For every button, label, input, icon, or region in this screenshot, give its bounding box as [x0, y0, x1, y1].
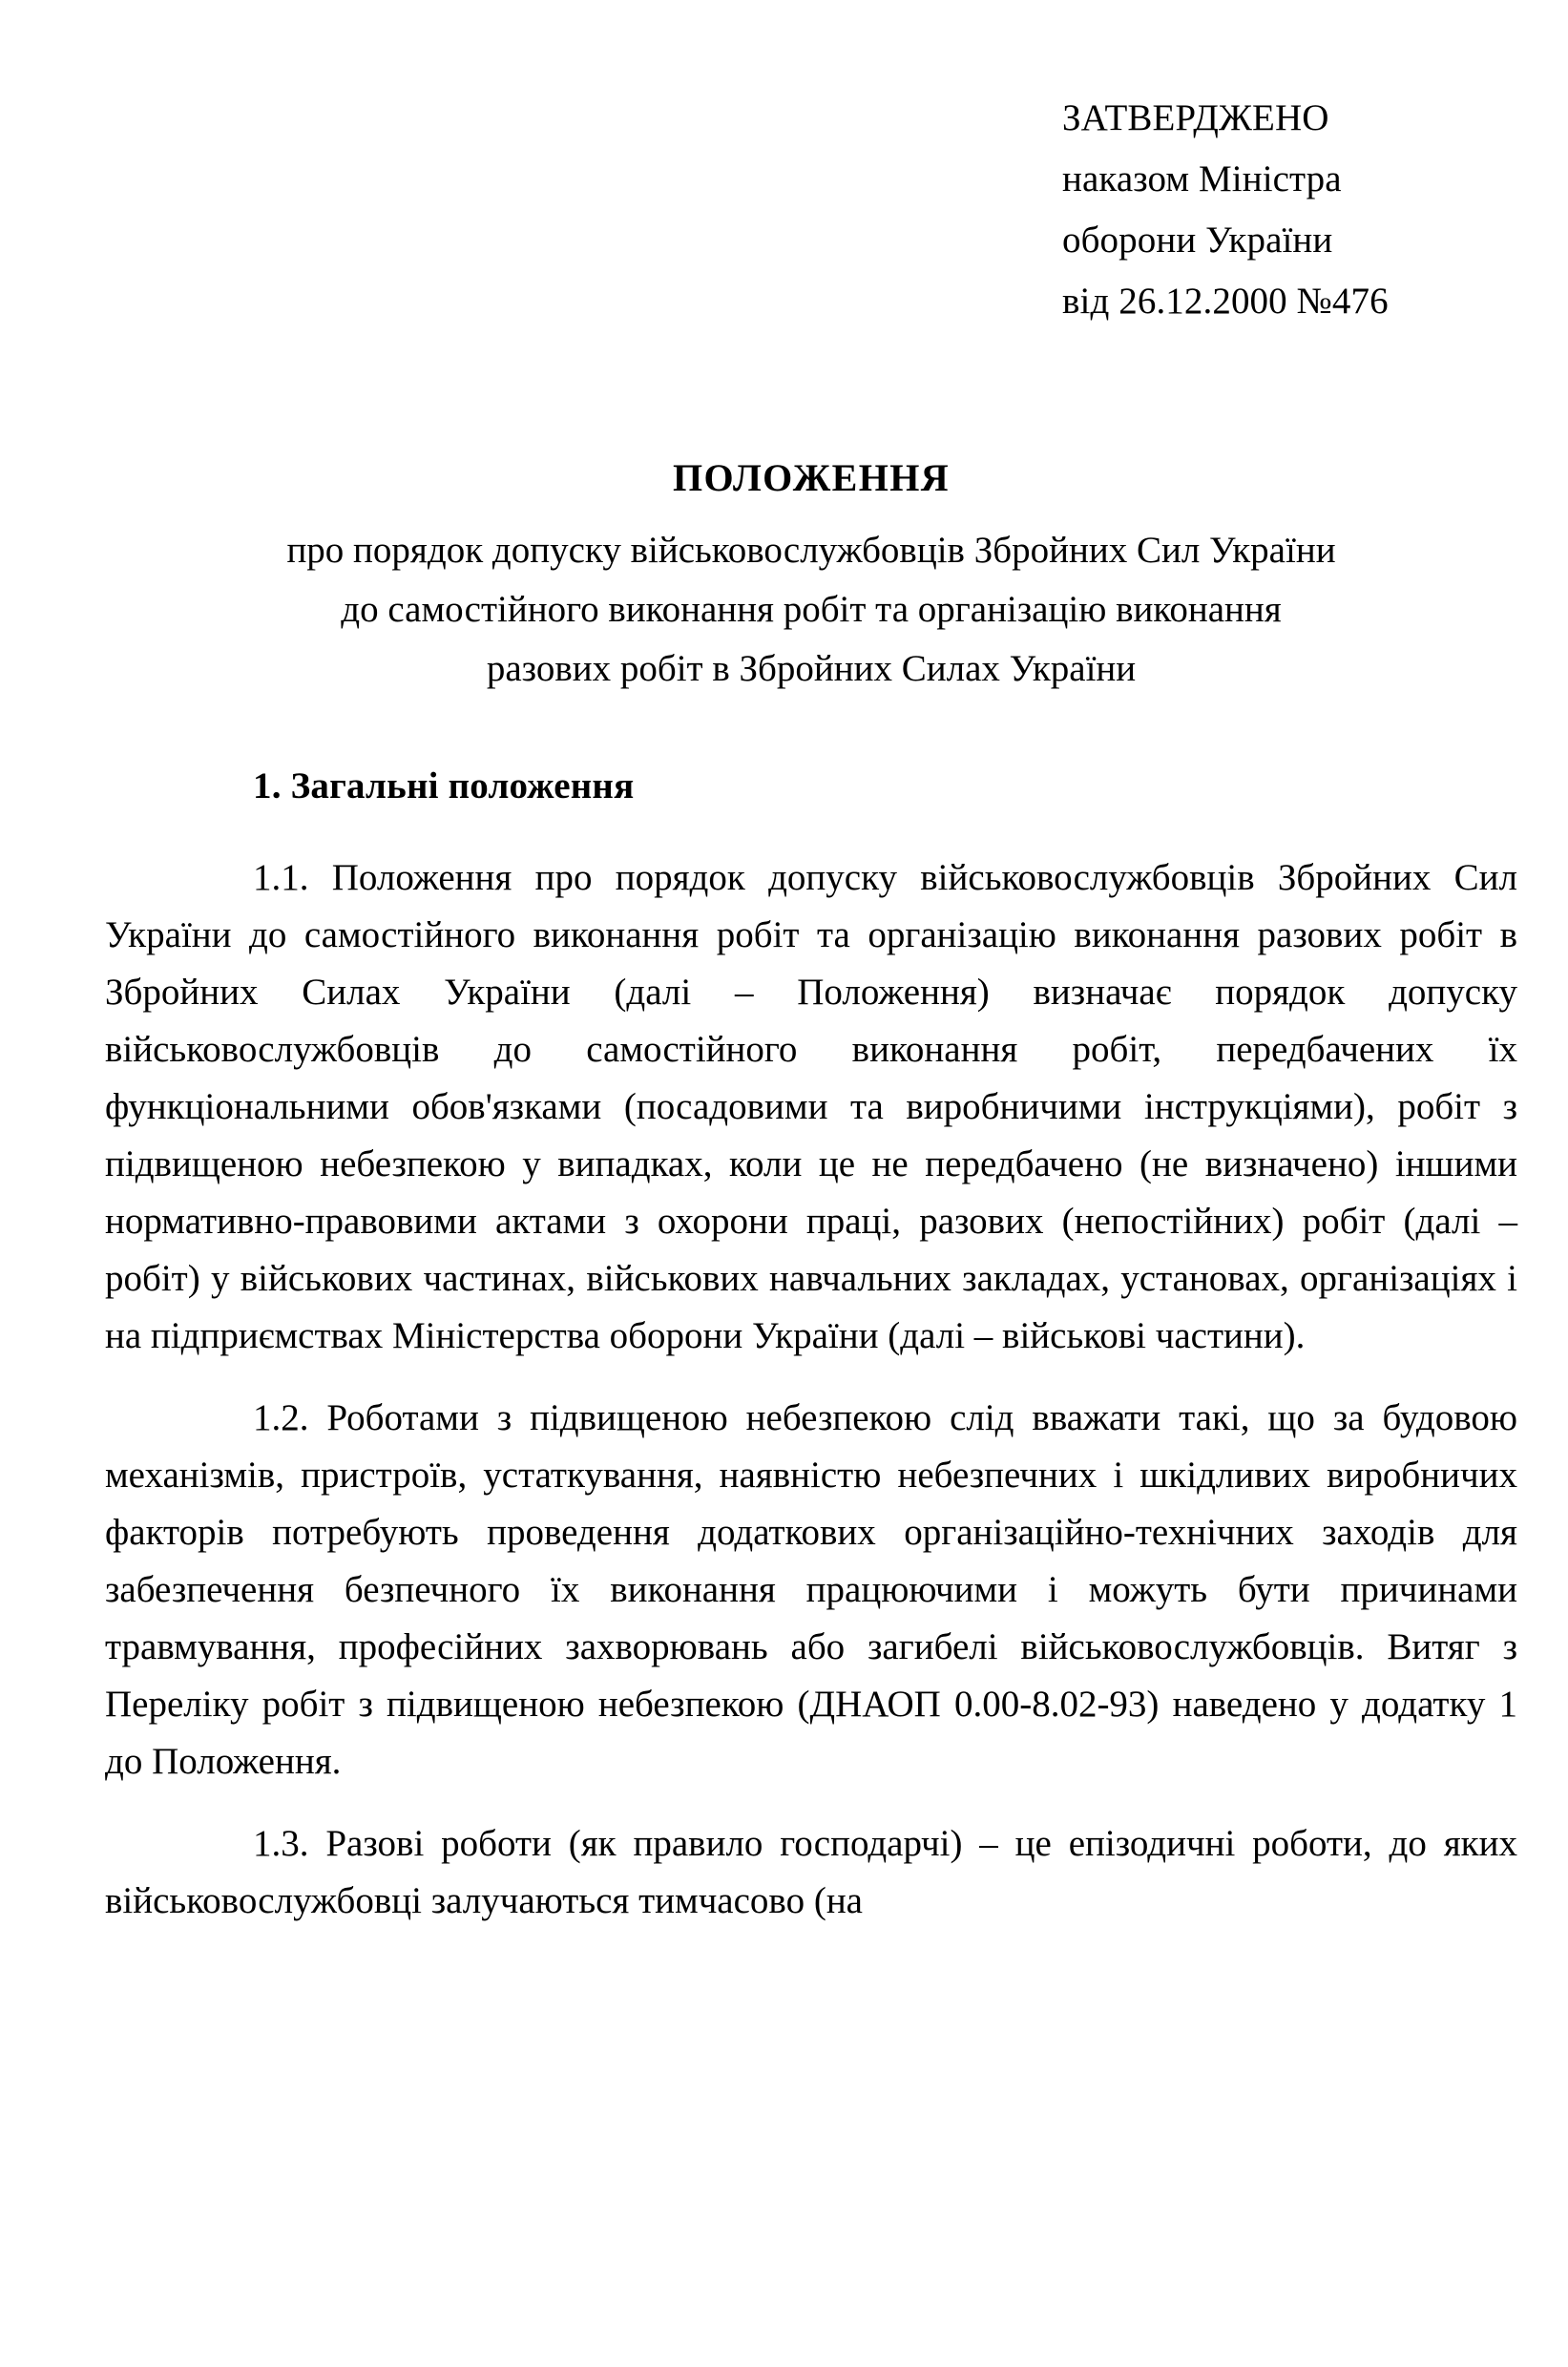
document-body: [105, 849, 1517, 1930]
paragraph-1-1: 1.1. Положення про порядок допуску військовослужбовців Збройних Сил України до самостійного виконання робіт та організацію виконання разових робіт в Збройних Силах України (далі – Положення) визначає порядок допуску військовослужбовців до самостійного виконання робіт, передбачених їх функціональними обов'язками (посадовими та виробничими інструкціями), робіт з підвищеною небезпекою у випадках, коли це не передбачено (не визначено) іншими нормативно-правовими актами з охорони праці, разових (непостійних) робіт (далі – робіт) у військових частинах, військових навчальних закладах, установах, організаціях і на підприємствах Міністерства оборони України (далі – військові частини).: [105, 857, 1517, 1356]
approval-block: [1062, 88, 1558, 332]
section-heading-1: 1. Загальні положення: [253, 765, 635, 806]
document-title-block: [105, 449, 1517, 699]
document-subtitle-line-2: до самостійного виконання робіт та організацію виконання: [341, 589, 1282, 630]
page-title: ПОЛОЖЕННЯ: [672, 456, 951, 499]
approval-issuer-line-2: оборони України: [1062, 220, 1333, 261]
document-subtitle-line-1: про порядок допуску військовослужбовців Збройних Сил України: [286, 530, 1336, 571]
paragraph-1-2: 1.2. Роботами з підвищеною небезпекою слід вважати такі, що за будовою механізмів, пристроїв, устаткування, наявністю небезпечних і шкідливих виробничих факторів потребують проведення додаткових організаційно-технічних заходів для забезпечення безпечного їх виконання працюючими і можуть бути причинами травмування, професійних захворювань або загибелі військовослужбовців. Витяг з Переліку робіт з підвищеною небезпекою (ДНАОП 0.00-8.02-93) наведено у додатку 1 до Положення.: [105, 1397, 1517, 1782]
document-subtitle: [105, 521, 1517, 699]
approval-order-reference: від 26.12.2000 №476: [1062, 281, 1389, 322]
approval-approved-label: ЗАТВЕРДЖЕНО: [1062, 97, 1329, 138]
paragraph-1-3: 1.3. Разові роботи (як правило господарчі) – це епізодичні роботи, до яких військовослужбовці залучаються тимчасово (на: [105, 1823, 1517, 1921]
approval-issuer-line-1: наказом Міністра: [1062, 158, 1342, 199]
document-subtitle-line-3: разових робіт в Збройних Силах України: [486, 648, 1137, 689]
